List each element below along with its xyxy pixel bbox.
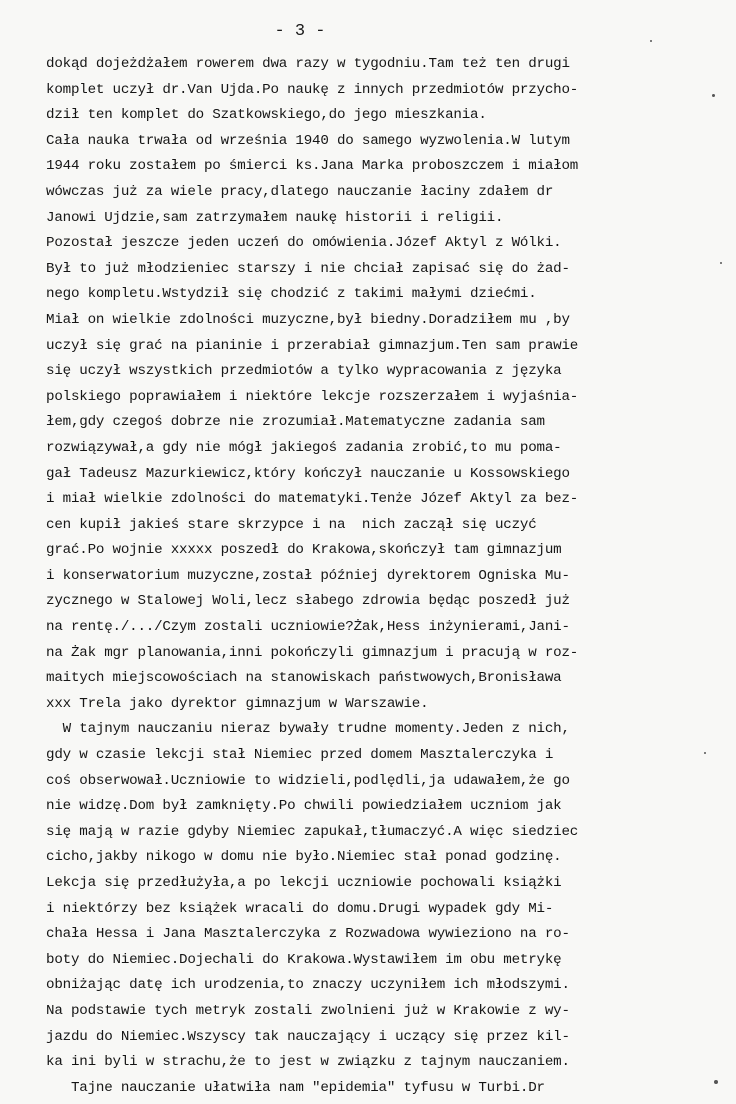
text-line: maitych miejscowościach na stanowiskach państwowych,Bronisława	[46, 670, 562, 687]
text-line: 1944 roku zostałem po śmierci ks.Jana Marka proboszczem i miałom	[46, 158, 579, 175]
text-line: wówczas już za wiele pracy,dlatego nauczanie łaciny zdałem dr	[46, 183, 554, 200]
text-line: Miał on wielkie zdolności muzyczne,był biedny.Doradziłem mu ,by	[46, 311, 570, 328]
text-line: rozwiązywał,a gdy nie mógł jakiegoś zadania zrobić,to mu poma-	[46, 439, 562, 456]
text-line: Na podstawie tych metryk zostali zwolnieni już w Krakowie z wy-	[46, 1002, 570, 1019]
text-line: łem,gdy czegoś dobrze nie zrozumiał.Matematyczne zadania sam	[46, 414, 545, 431]
text-line: dził ten komplet do Szatkowskiego,do jego mieszkania.	[46, 107, 487, 124]
text-line: obniżając datę ich urodzenia,to znaczy uczyniłem ich młodszymi.	[46, 977, 570, 994]
text-line: polskiego poprawiałem i niektóre lekcje rozszerzałem i wyjaśnia-	[46, 388, 579, 405]
text-line: dokąd dojeżdżałem rowerem dwa razy w tygodniu.Tam też ten drugi	[46, 56, 570, 72]
page-number: - 3 -	[274, 22, 326, 41]
text-line: się uczył wszystkich przedmiotów a tylko wypracowania z języka	[46, 363, 562, 380]
text-line: nego kompletu.Wstydził się chodzić z takimi małymi dziećmi.	[46, 286, 537, 303]
text-line: na Żak mgr planowania,inni pokończyli gimnazjum i pracują w roz-	[46, 644, 579, 661]
text-line: i miał wielkie zdolności do matematyki.Tenże Józef Aktyl za bez-	[46, 491, 579, 508]
text-line: ka ini byli w strachu,że to jest w związku z tajnym nauczaniem.	[46, 1054, 570, 1071]
text-line: gał Tadeusz Mazurkiewicz,który kończył nauczanie u Kossowskiego	[46, 465, 570, 482]
text-line: na rentę./.../Czym zostali uczniowie?Żak,Hess inżynierami,Jani-	[46, 619, 570, 636]
text-line: się mają w razie gdyby Niemiec zapukał,tłumaczyć.A więc siedziec	[46, 823, 579, 840]
typed-text-body	[46, 52, 706, 1101]
text-line: chała Hessa i Jana Masztalerczyka z Rozwadowa wywieziono na ro-	[46, 926, 570, 943]
text-line: Pozostał jeszcze jeden uczeń do omówienia.Józef Aktyl z Wólki.	[46, 235, 562, 252]
text-line: Był to już młodzieniec starszy i nie chciał zapisać się do żad-	[46, 260, 570, 277]
text-line: i konserwatorium muzyczne,został później dyrektorem Ogniska Mu-	[46, 567, 570, 584]
text-line: zycznego w Stalowej Woli,lecz słabego zdrowia będąc poszedł już	[46, 593, 570, 610]
text-line: W tajnym nauczaniu nieraz bywały trudne momenty.Jeden z nich,	[46, 721, 570, 738]
text-line: komplet uczył dr.Van Ujda.Po naukę z innych przedmiotów przycho-	[46, 81, 579, 98]
text-line: Janowi Ujdzie,sam zatrzymałem naukę historii i religii.	[46, 209, 504, 226]
text-line: xxx Trela jako dyrektor gimnazjum w Warszawie.	[46, 695, 429, 712]
text-line: cen kupił jakieś stare skrzypce i na nich zaczął się uczyć	[46, 516, 537, 533]
text-line: Tajne nauczanie ułatwiła nam "epidemia" tyfusu w Turbi.Dr	[46, 1079, 545, 1096]
scan-speck	[650, 40, 652, 42]
scan-speck	[704, 752, 706, 754]
text-line: uczył się grać na pianinie i przerabiał gimnazjum.Ten sam prawie	[46, 337, 579, 354]
text-line: coś obserwował.Uczniowie to widzieli,podlędli,ja udawałem,że go	[46, 772, 570, 789]
text-line: Lekcja się przedłużyła,a po lekcji uczniowie pochowali książki	[46, 875, 562, 891]
text-line: grać.Po wojnie xxxxx poszedł do Krakowa,skończył tam gimnazjum	[46, 542, 562, 559]
text-line: cicho,jakby nikogo w domu nie było.Niemiec stał ponad godzinę.	[46, 849, 562, 866]
text-line: Cała nauka trwała od września 1940 do samego wyzwolenia.W lutym	[46, 132, 570, 149]
text-line: boty do Niemiec.Dojechali do Krakowa.Wystawiłem im obu metrykę	[46, 951, 562, 968]
text-line: gdy w czasie lekcji stał Niemiec przed domem Masztalerczyka i	[46, 747, 554, 764]
scan-speck	[720, 262, 722, 264]
text-line: i niektórzy bez książek wracali do domu.Drugi wypadek gdy Mi-	[46, 900, 554, 917]
text-line: nie widzę.Dom był zamknięty.Po chwili powiedziałem uczniom jak	[46, 798, 562, 815]
scan-speck	[714, 1080, 718, 1084]
scan-speck	[712, 94, 715, 97]
text-line: jazdu do Niemiec.Wszyscy tak nauczający i uczący się przez kil-	[46, 1028, 570, 1045]
